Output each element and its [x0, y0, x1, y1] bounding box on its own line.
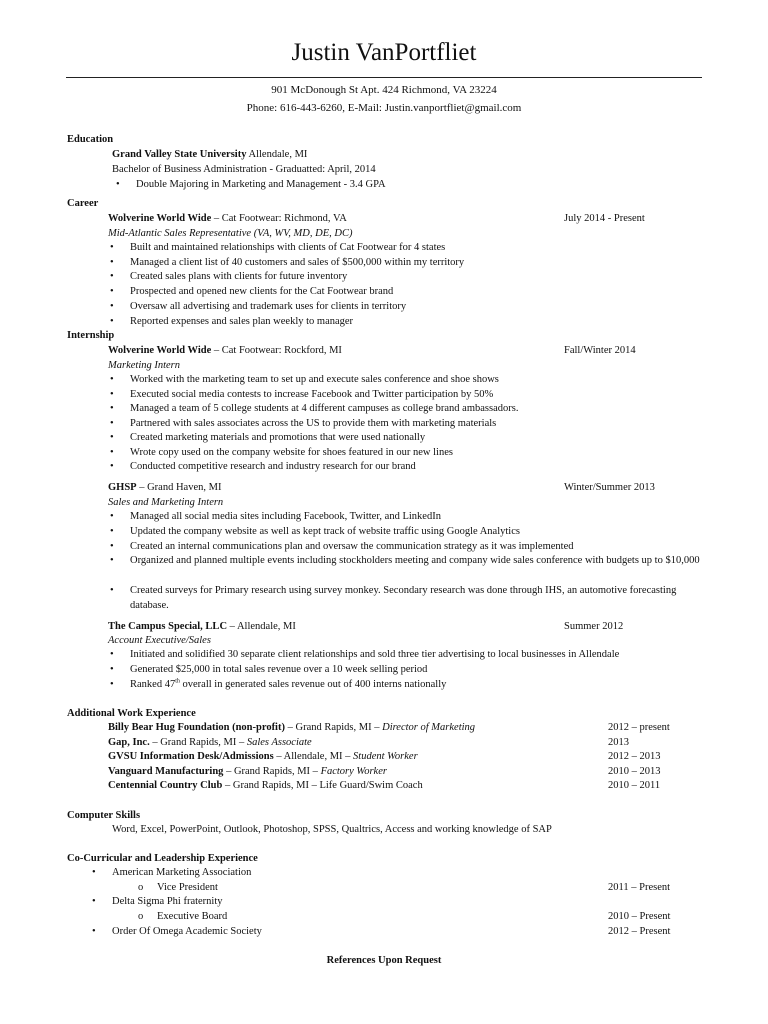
additional-role: Factory Worker: [320, 766, 387, 777]
career-bullet: • Prospected and opened new clients for the Cat Footwear brand: [130, 285, 393, 300]
rank-prefix: Ranked 47: [130, 679, 176, 690]
cocurricular-subitem: o Vice President: [157, 881, 218, 896]
cocurricular-item: • Delta Sigma Phi fraternity: [112, 895, 223, 910]
references-note: References Upon Request: [326, 955, 442, 966]
internship-title: Sales and Marketing Intern: [108, 497, 224, 508]
internship-bullet: • Managed a team of 5 college students at 4 different campuses as college brand ambassadors.: [130, 402, 518, 417]
career-bullet: • Reported expenses and sales plan weekly to manager: [130, 315, 353, 330]
cocurricular-dates: 2011 – Present: [608, 882, 671, 893]
internship-bullet: • Wrote copy used on the company website for shoes featured in our new lines: [130, 446, 453, 461]
additional-row: [108, 736, 312, 751]
school-name: Grand Valley State University: [112, 149, 247, 160]
career-bullet: • Managed a client list of 40 customers and sales of $500,000 within my territory: [130, 256, 464, 271]
additional-org: Vanguard Manufacturing: [108, 766, 224, 777]
additional-row: [108, 721, 475, 736]
cocurricular-dates: 2010 – Present: [608, 911, 671, 922]
additional-loc: – Grand Rapids, MI – Life Guard/Swim Coach: [222, 780, 423, 791]
internship-bullet: • Partnered with sales associates across the US to provide them with marketing materials: [130, 417, 496, 432]
cocurricular-heading: Co-Curricular and Leadership Experience: [67, 853, 258, 864]
additional-role: Student Worker: [353, 751, 418, 762]
additional-org: Gap, Inc.: [108, 737, 150, 748]
internship-company-location: – Grand Haven, MI: [136, 482, 222, 493]
skills-text: Word, Excel, PowerPoint, Outlook, Photoshop, SPSS, Qualtrics, Access and working knowledge of SAP: [112, 824, 552, 835]
internship-bullet: • Created surveys for Primary research using survey monkey. Secondary research was done through IHS, an automotive forecasting database.: [130, 584, 702, 613]
internship-bullet: [130, 678, 446, 693]
internship-bullet: • Organized and planned multiple events including stockholders meeting and company wide sales conference with budgets up to $10,000: [130, 554, 702, 569]
internship-company-name: The Campus Special, LLC: [108, 621, 228, 632]
internship-bullet: • Executed social media contests to increase Facebook and Twitter participation by 50%: [130, 388, 493, 403]
internship-title: Account Executive/Sales: [108, 635, 211, 646]
internship-company: [108, 344, 342, 359]
career-bullet: • Oversaw all advertising and trademark uses for clients in territory: [130, 300, 406, 315]
additional-org: Centennial Country Club: [108, 780, 223, 791]
internship-dates: Summer 2012: [564, 621, 624, 632]
school-location: Allendale, MI: [246, 149, 308, 160]
internship-company: [108, 620, 296, 635]
career-company-location: – Cat Footwear: Richmond, VA: [211, 213, 347, 224]
additional-role: Director of Marketing: [382, 722, 476, 733]
career-heading: Career: [67, 198, 99, 209]
internship-bullet: • Conducted competitive research and industry research for our brand: [130, 460, 416, 475]
internship-company-location: – Allendale, MI: [227, 621, 296, 632]
career-dates: July 2014 - Present: [564, 213, 645, 224]
additional-dates: 2013: [608, 737, 629, 748]
additional-loc: – Grand Rapids, MI –: [149, 737, 247, 748]
internship-company-name: Wolverine World Wide: [108, 345, 212, 356]
cocurricular-dates: 2012 – Present: [608, 926, 671, 937]
additional-dates: 2010 – 2013: [608, 766, 661, 777]
internship-bullet: • Managed all social media sites including Facebook, Twitter, and LinkedIn: [130, 510, 441, 525]
skills-heading: Computer Skills: [67, 810, 141, 821]
additional-heading: Additional Work Experience: [67, 708, 196, 719]
education-degree: Bachelor of Business Administration - Graduatted: April, 2014: [112, 164, 376, 175]
internship-company: [108, 481, 221, 496]
additional-dates: 2012 – 2013: [608, 751, 661, 762]
internship-bullet: • Worked with the marketing team to set up and execute sales conference and shoe shows: [130, 373, 499, 388]
additional-loc: – Allendale, MI –: [273, 751, 354, 762]
education-bullet: • Double Majoring in Marketing and Management - 3.4 GPA: [136, 178, 386, 193]
internship-dates: Winter/Summer 2013: [564, 482, 655, 493]
additional-role: Sales Associate: [246, 737, 312, 748]
address-line: 901 McDonough St Apt. 424 Richmond, VA 23224: [271, 84, 497, 96]
cocurricular-item: • Order Of Omega Academic Society: [112, 925, 262, 940]
internship-dates: Fall/Winter 2014: [564, 345, 636, 356]
header-divider: [66, 77, 702, 78]
education-school: [112, 148, 307, 163]
career-company-name: Wolverine World Wide: [108, 213, 212, 224]
internship-title: Marketing Intern: [108, 360, 181, 371]
internship-heading: Internship: [67, 330, 115, 341]
career-bullet: • Built and maintained relationships with clients of Cat Footwear for 4 states: [130, 241, 445, 256]
internship-bullet: • Updated the company website as well as kept track of website traffic using Google Analytics: [130, 525, 520, 540]
internship-company-name: GHSP: [108, 482, 137, 493]
cocurricular-item: • American Marketing Association: [112, 866, 251, 881]
additional-row: [108, 750, 418, 765]
internship-bullet: • Created an internal communications plan and oversaw the communication strategy as it was implemented: [130, 540, 574, 555]
additional-dates: 2010 – 2011: [608, 780, 661, 791]
career-company: [108, 212, 347, 227]
additional-dates: 2012 – present: [608, 722, 670, 733]
education-heading: Education: [67, 134, 114, 145]
internship-bullet: • Initiated and solidified 30 separate client relationships and sold three tier advertising to local businesses in Allendale: [130, 648, 619, 663]
career-title: Mid-Atlantic Sales Representative (VA, WV, MD, DE, DC): [108, 228, 353, 239]
contact-line: Phone: 616-443-6260, E-Mail: Justin.vanportfliet@gmail.com: [246, 102, 522, 114]
rank-suffix: th: [175, 678, 180, 685]
candidate-name: Justin VanPortfliet: [291, 39, 477, 66]
additional-org: Billy Bear Hug Foundation (non-profit): [108, 722, 285, 733]
additional-row: [108, 779, 423, 794]
career-bullet: • Created sales plans with clients for future inventory: [130, 270, 347, 285]
internship-bullet: • Generated $25,000 in total sales revenue over a 10 week selling period: [130, 663, 427, 678]
additional-row: [108, 765, 387, 780]
additional-org: GVSU Information Desk/Admissions: [108, 751, 274, 762]
additional-loc: – Grand Rapids, MI –: [223, 766, 321, 777]
additional-loc: – Grand Rapids, MI –: [284, 722, 383, 733]
cocurricular-subitem: o Executive Board: [157, 910, 227, 925]
rank-text: overall in generated sales revenue out of 400 interns nationally: [182, 679, 447, 690]
internship-company-location: – Cat Footwear: Rockford, MI: [211, 345, 342, 356]
internship-bullet: • Created marketing materials and promotions that were used nationally: [130, 431, 425, 446]
